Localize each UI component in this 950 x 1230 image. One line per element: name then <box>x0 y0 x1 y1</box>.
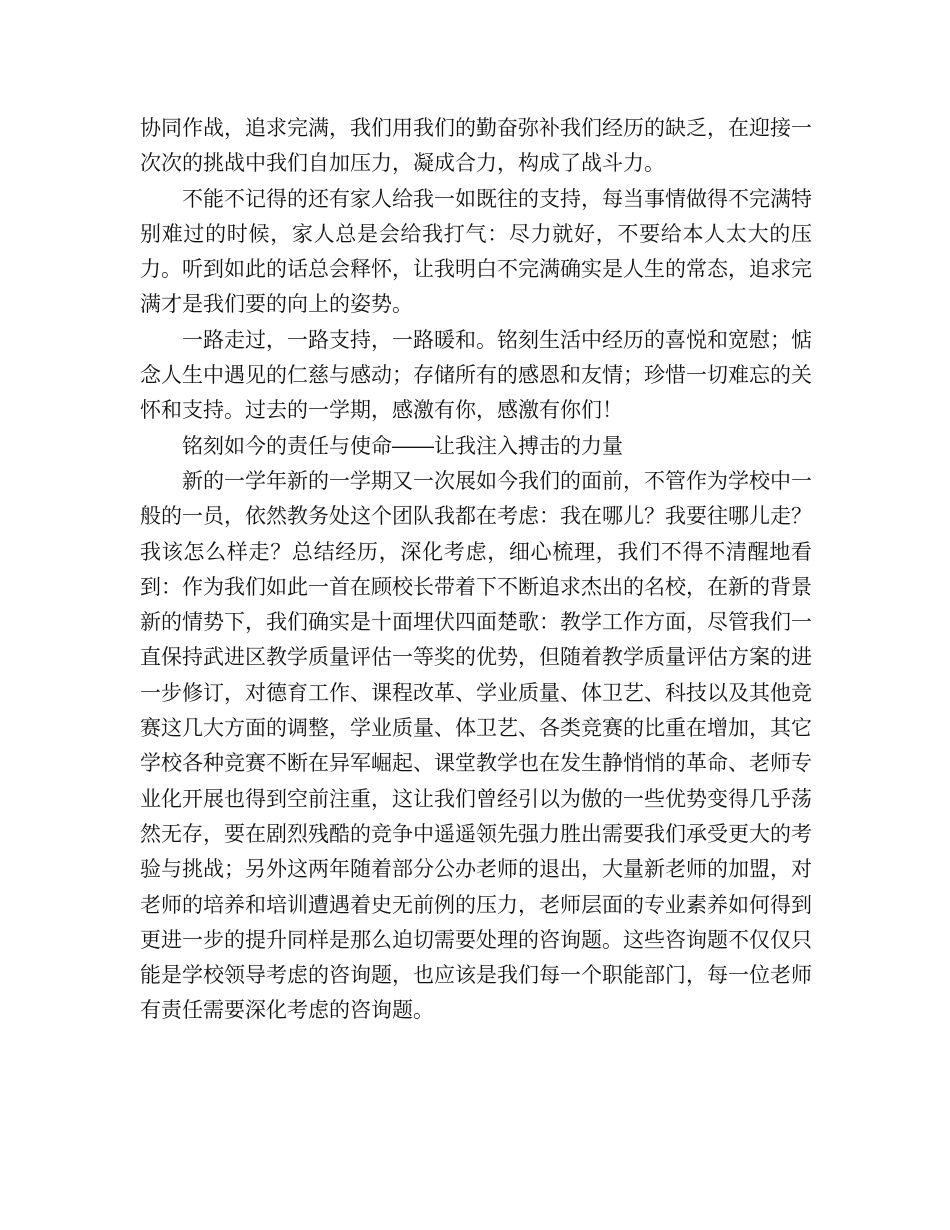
document-page <box>140 111 812 1029</box>
paragraph-3: 一路走过，一路支持，一路暖和。铭刻生活中经历的喜悦和宽慰；惦念人生中遇见的仁慈与感动；存储所有的感恩和友情；珍惜一切难忘的关怀和支持。过去的一学期，感激有你，感激有你们！ <box>140 327 812 423</box>
paragraph-2: 不能不记得的还有家人给我一如既往的支持，每当事情做得不完满特别难过的时候，家人总是会给我打气：尽力就好，不要给本人太大的压力。听到如此的话总会释怀，让我明白不完满确实是人生的常态，追求完满才是我们要的向上的姿势。 <box>140 186 812 317</box>
section-heading: 铭刻如今的责任与使命――让我注入搏击的力量 <box>182 433 623 458</box>
paragraph-5: 新的一学年新的一学期又一次展如今我们的面前，不管作为学校中一般的一员，依然教务处这个团队我都在考虑：我在哪儿？我要往哪儿走？我该怎么样走？总结经历，深化考虑，细心梳理，我们不得不清醒地看到：作为我们如此一首在顾校长带着下不断追求杰出的名校，在新的背景新的情势下，我们确实是十面埋伏四面楚歌：教学工作方面，尽管我们一直保持武进区教学质量评估一等奖的优势，但随着教学质量评估方案的进一步修订，对德育工作、课程改革、学业质量、体卫艺、科技以及其他竞赛这几大方面的调整，学业质量、体卫艺、各类竞赛的比重在增加，其它学校各种竞赛不断在异军崛起、课堂教学也在发生静悄悄的革命、老师专业化开展也得到空前注重，这让我们曾经引以为傲的一些优势变得几乎荡然无存，要在剧烈残酷的竞争中遥遥领先强力胜出需要我们承受更大的考验与挑战；另外这两年随着部分公办老师的退出，大量新老师的加盟，对老师的培养和培训遭遇着史无前例的压力，老师层面的专业素养如何得到更进一步的提升同样是那么迫切需要处理的咨询题。这些咨询题不仅仅只能是学校领导考虑的咨询题，也应该是我们每一个职能部门，每一位老师有责任需要深化考虑的咨询题。 <box>140 468 812 1023</box>
paragraph-1: 协同作战，追求完满，我们用我们的勤奋弥补我们经历的缺乏，在迎接一次次的挑战中我们自加压力，凝成合力，构成了战斗力。 <box>140 116 812 176</box>
